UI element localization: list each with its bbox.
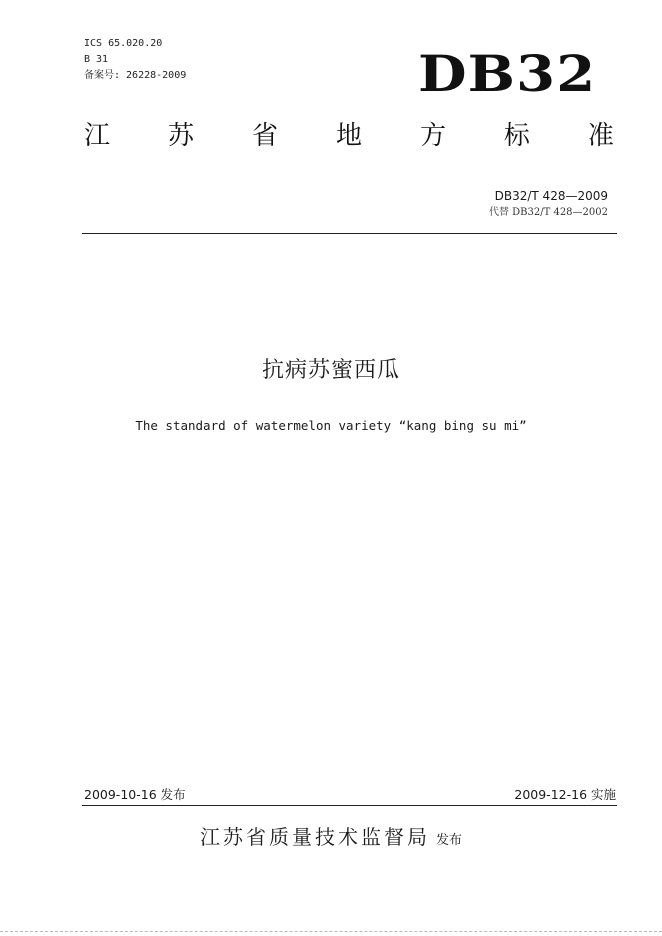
replaced-standard: 代替 DB32/T 428—2002 bbox=[488, 207, 608, 218]
ccs-code: B 31 bbox=[84, 54, 109, 65]
db32-logo: DB32 bbox=[418, 44, 597, 103]
standard-number: DB32/T 428—2009 bbox=[494, 189, 608, 203]
footer-divider bbox=[82, 805, 617, 806]
standard-type-heading bbox=[84, 118, 614, 154]
publisher-line bbox=[0, 822, 662, 856]
header-divider bbox=[82, 233, 617, 234]
classification-block bbox=[84, 36, 186, 84]
standard-type-char: 方 bbox=[419, 121, 446, 151]
page-bottom-edge bbox=[0, 931, 662, 932]
implementation-date: 2009-12-16 实施 bbox=[514, 787, 616, 802]
filing-number: 备案号: 26228-2009 bbox=[84, 70, 187, 81]
standard-type-char: 地 bbox=[335, 121, 362, 151]
standard-type-char: 省 bbox=[251, 121, 278, 151]
standard-type-char: 标 bbox=[503, 121, 530, 151]
document-title-chinese: 抗病苏蜜西瓜 bbox=[261, 358, 400, 383]
standard-type-char: 准 bbox=[587, 121, 614, 151]
publish-action: 发布 bbox=[435, 833, 462, 848]
publisher-name: 江苏省质量技术监督局 bbox=[199, 825, 430, 849]
ics-code: ICS 65.020.20 bbox=[84, 38, 163, 49]
standard-type-char: 江 bbox=[84, 121, 111, 151]
issue-date: 2009-10-16 发布 bbox=[84, 787, 186, 802]
document-title-english: The standard of watermelon variety “kang bing su mi” bbox=[135, 418, 527, 433]
standard-type-char: 苏 bbox=[167, 121, 194, 151]
